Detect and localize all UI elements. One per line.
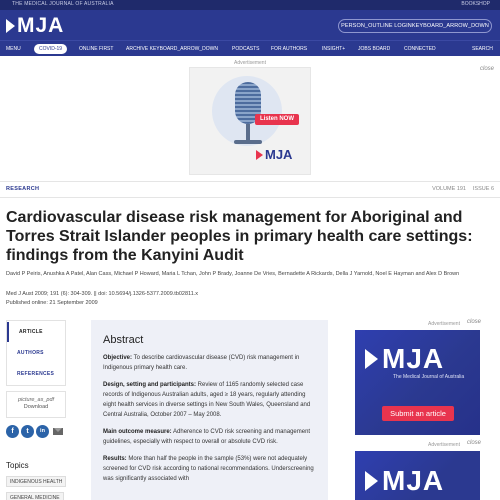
pdf-icon: picture_as_pdf: [17, 397, 55, 403]
abstract-heading: Abstract: [103, 334, 144, 346]
author-list[interactable]: David P Peiris, Anushka A Patel, Alan Cass, Michael P Howard, Maria L Tchan, John P Brady, Joanne De Vries, Bernadette A Rickards, Della J Yarnold, Noel E Hayman and Alex D Brown: [6, 271, 460, 277]
podcast-ad-banner[interactable]: [189, 67, 311, 175]
topic-tag[interactable]: INDIGENOUS HEALTH: [6, 476, 66, 487]
ad-logo-text: MJA: [382, 343, 445, 374]
article-tabs: [6, 320, 66, 386]
ad-logo-text: MJA: [382, 465, 445, 496]
close-ad-button[interactable]: close: [467, 440, 482, 446]
submit-article-ad[interactable]: [355, 330, 480, 435]
abstract-panel: [91, 320, 328, 500]
logo-text: MJA: [17, 14, 65, 37]
linkedin-icon[interactable]: in: [36, 425, 49, 438]
topics-heading: Topics: [6, 461, 29, 470]
abstract-design: Design, setting and participants: Review of 1165 randomly selected case records of Indigenous Australian adults, aged ≥ 18 years, regularly attending eight health services in diverse settings in New South Wales, Queensland and Central Australia, October 2007 – May 2008.: [103, 382, 311, 418]
nav-connected[interactable]: CONNECTED: [404, 46, 436, 52]
tab-authors[interactable]: AUTHORS: [17, 350, 44, 356]
advertisement-label: Advertisement: [428, 442, 460, 448]
tab-references[interactable]: REFERENCES: [17, 371, 55, 377]
close-ad-button[interactable]: close: [479, 66, 494, 72]
abstract-outcome: Main outcome measure: Adherence to CVD risk screening and management guidelines, especially with respect to overall or absolute CVD risk.: [103, 429, 311, 445]
nav-covid-19[interactable]: COVID-19: [34, 44, 67, 54]
nav-jobs-board[interactable]: JOBS BOARD: [358, 46, 391, 52]
advertisement-label: Advertisement: [234, 60, 266, 66]
divider: [0, 197, 500, 198]
nav-for-authors[interactable]: FOR AUTHORS: [271, 46, 308, 52]
issue-label[interactable]: ISSUE 6: [472, 186, 494, 192]
facebook-icon[interactable]: f: [6, 425, 19, 438]
topic-tag[interactable]: GENERAL MEDICINE: [6, 492, 64, 500]
twitter-icon[interactable]: t: [21, 425, 34, 438]
ad-logo-text: MJA: [265, 147, 293, 162]
pdf-download-button[interactable]: [6, 391, 66, 418]
nav-online-first[interactable]: ONLINE FIRST: [79, 46, 114, 52]
main-nav: [0, 40, 500, 56]
nav-insight[interactable]: INSIGHT+: [322, 46, 346, 52]
nav-search[interactable]: SEARCH: [472, 46, 493, 52]
ad-subtitle: The Medical Journal of Australia: [393, 374, 465, 380]
ad-mja-logo: [365, 343, 444, 375]
ad-chevron-icon: [365, 349, 378, 369]
mja-chevron-icon: [6, 19, 15, 33]
advertisement-label: Advertisement: [428, 321, 460, 327]
close-ad-button[interactable]: close: [467, 319, 482, 325]
mja-logo[interactable]: [6, 14, 64, 38]
listen-now-button[interactable]: Listen NOW: [255, 114, 299, 125]
citation: Med J Aust 2009; 191 (6): 304-309. || doi: 10.5694/j.1326-5377.2009.tb02811.x: [6, 291, 199, 297]
tab-article[interactable]: ARTICLE: [7, 322, 65, 342]
nav-podcasts[interactable]: PODCASTS: [232, 46, 260, 52]
bookshop-link[interactable]: BOOKSHOP: [461, 1, 490, 7]
login-button[interactable]: PERSON_OUTLINE LOGINKEYBOARD_ARROW_DOWN: [338, 19, 492, 33]
volume-label[interactable]: VOLUME 191: [432, 186, 466, 192]
share-bar: [6, 425, 64, 438]
ad-chevron-icon: [365, 471, 378, 491]
section-label[interactable]: RESEARCH: [6, 186, 40, 192]
published-date: Published online: 21 September 2009: [6, 300, 98, 306]
ad-chevron-icon: [256, 150, 263, 160]
journal-name-link[interactable]: THE MEDICAL JOURNAL OF AUSTRALIA: [12, 1, 114, 7]
ad-mja-logo: [256, 147, 292, 162]
site-header: [0, 10, 500, 40]
nav-menu[interactable]: MENU: [6, 46, 21, 52]
microphone-base: [234, 140, 262, 144]
nav-archive[interactable]: ARCHIVE KEYBOARD_ARROW_DOWN: [126, 46, 218, 52]
mja-ad-banner[interactable]: [355, 451, 480, 500]
abstract-objective: Objective: To describe cardiovascular disease (CVD) risk management in Indigenous primary health care.: [103, 355, 300, 371]
utility-bar: [0, 0, 500, 10]
divider: [0, 181, 500, 182]
download-label: Download: [23, 404, 49, 410]
abstract-results: Results: More than half the people in the sample (53%) were not adequately screened for CVD risk according to national recommendations. Underscreening was significantly associated with: [103, 456, 314, 482]
submit-article-button[interactable]: Submit an article: [382, 406, 454, 421]
ad-mja-logo: [365, 465, 444, 497]
article-title: Cardiovascular disease risk management for Aboriginal and Torres Strait Islander peoples in primary health care settings: findings from the Kanyini Audit: [6, 209, 473, 264]
email-icon[interactable]: [51, 425, 64, 438]
